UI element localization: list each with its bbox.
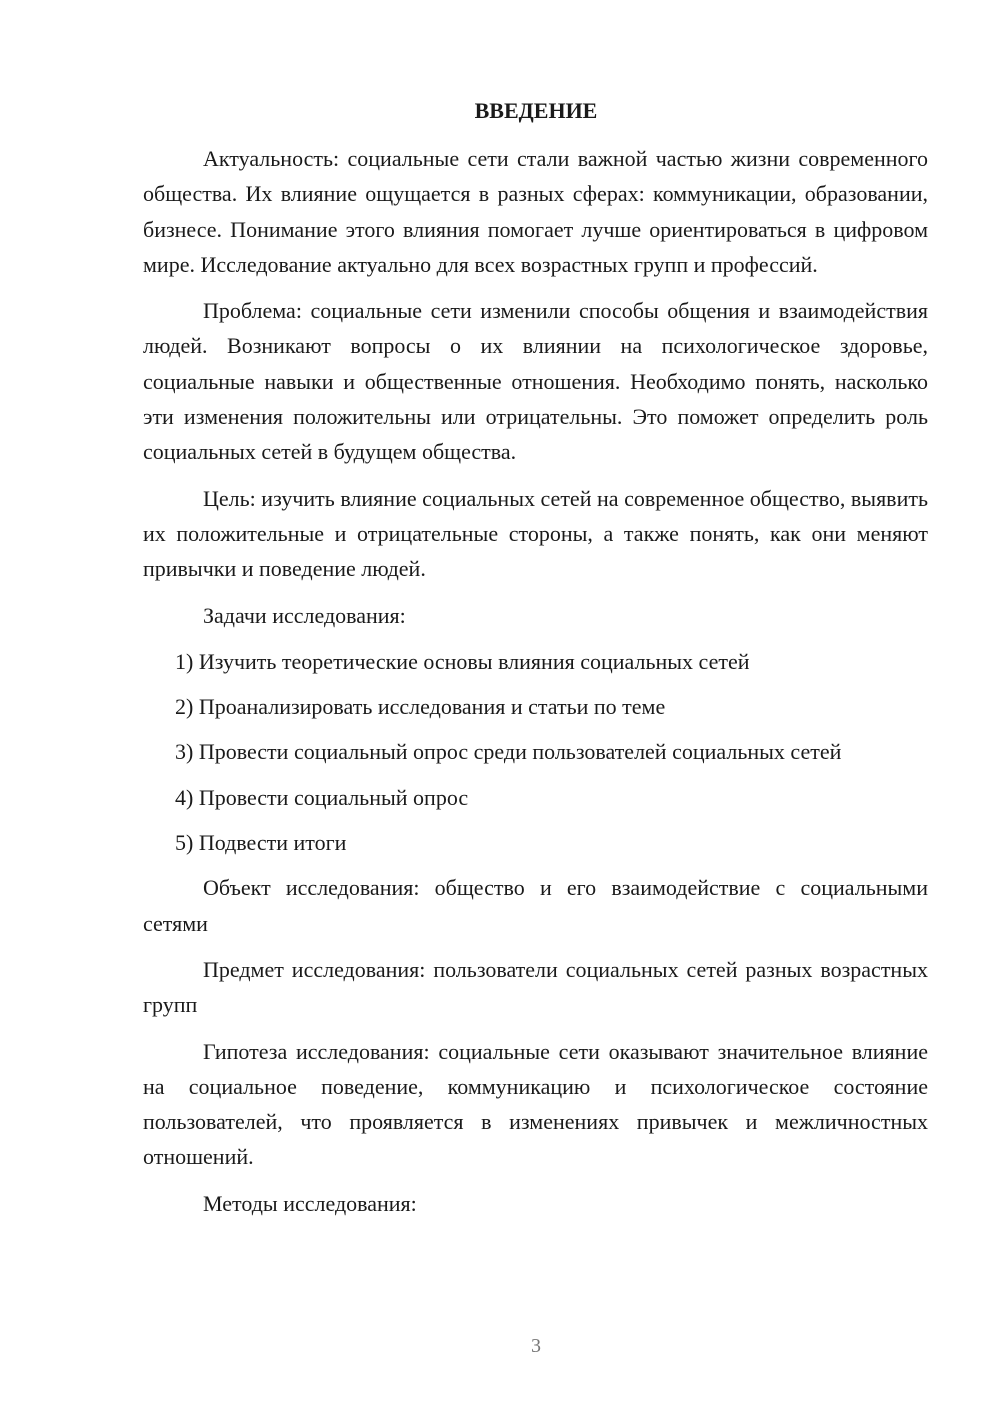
paragraph-problem: Проблема: социальные сети изменили способы общения и взаимодействия людей. Возникают вопросы о их влиянии на психологическое здоровье, социальные навыки и общественные отношения. Необходимо понять, насколько эти изменения положительны или отрицательны. Это поможет определить роль социальных сетей в будущем общества. bbox=[143, 298, 928, 465]
task-list bbox=[143, 644, 928, 860]
paragraph-goal: Цель: изучить влияние социальных сетей на современное общество, выявить их положительные и отрицательные стороны, а также понять, как они меняют привычки и поведение людей. bbox=[143, 485, 928, 582]
document-body bbox=[143, 141, 928, 1232]
task-item: 1) Изучить теоретические основы влияния социальных сетей bbox=[175, 648, 750, 674]
paragraph-relevance: Актуальность: социальные сети стали важной частью жизни современного общества. Их влияние ощущается в разных сферах: коммуникации, образовании, бизнесе. Понимание этого влияния помогает лучше ориентироваться в цифровом мире. Исследование актуально для всех возрастных групп и профессий. bbox=[143, 146, 928, 277]
page-title: ВВЕДЕНИЕ bbox=[474, 98, 598, 123]
page-number: 3 bbox=[531, 1335, 541, 1357]
task-item: 5) Подвести итоги bbox=[175, 830, 347, 856]
paragraph-hypothesis: Гипотеза исследования: социальные сети оказывают значительное влияние на социальное поведение, коммуникацию и психологическое состояние пользователей, что проявляется в изменениях привычек и межличностных отношений. bbox=[143, 1038, 928, 1170]
paragraph-subject: Предмет исследования: пользователи социальных сетей разных возрастных групп bbox=[143, 956, 928, 1018]
task-item: 4) Провести социальный опрос bbox=[175, 784, 469, 810]
task-item: 2) Проанализировать исследования и статьи по теме bbox=[175, 694, 666, 720]
task-item: 3) Провести социальный опрос среди пользователей социальных сетей bbox=[175, 739, 842, 765]
paragraph-tasks-heading: Задачи исследования: bbox=[203, 602, 406, 628]
paragraph-methods: Методы исследования: bbox=[203, 1190, 417, 1216]
paragraph-object: Объект исследования: общество и его взаимодействие с социальными сетями bbox=[143, 875, 928, 936]
